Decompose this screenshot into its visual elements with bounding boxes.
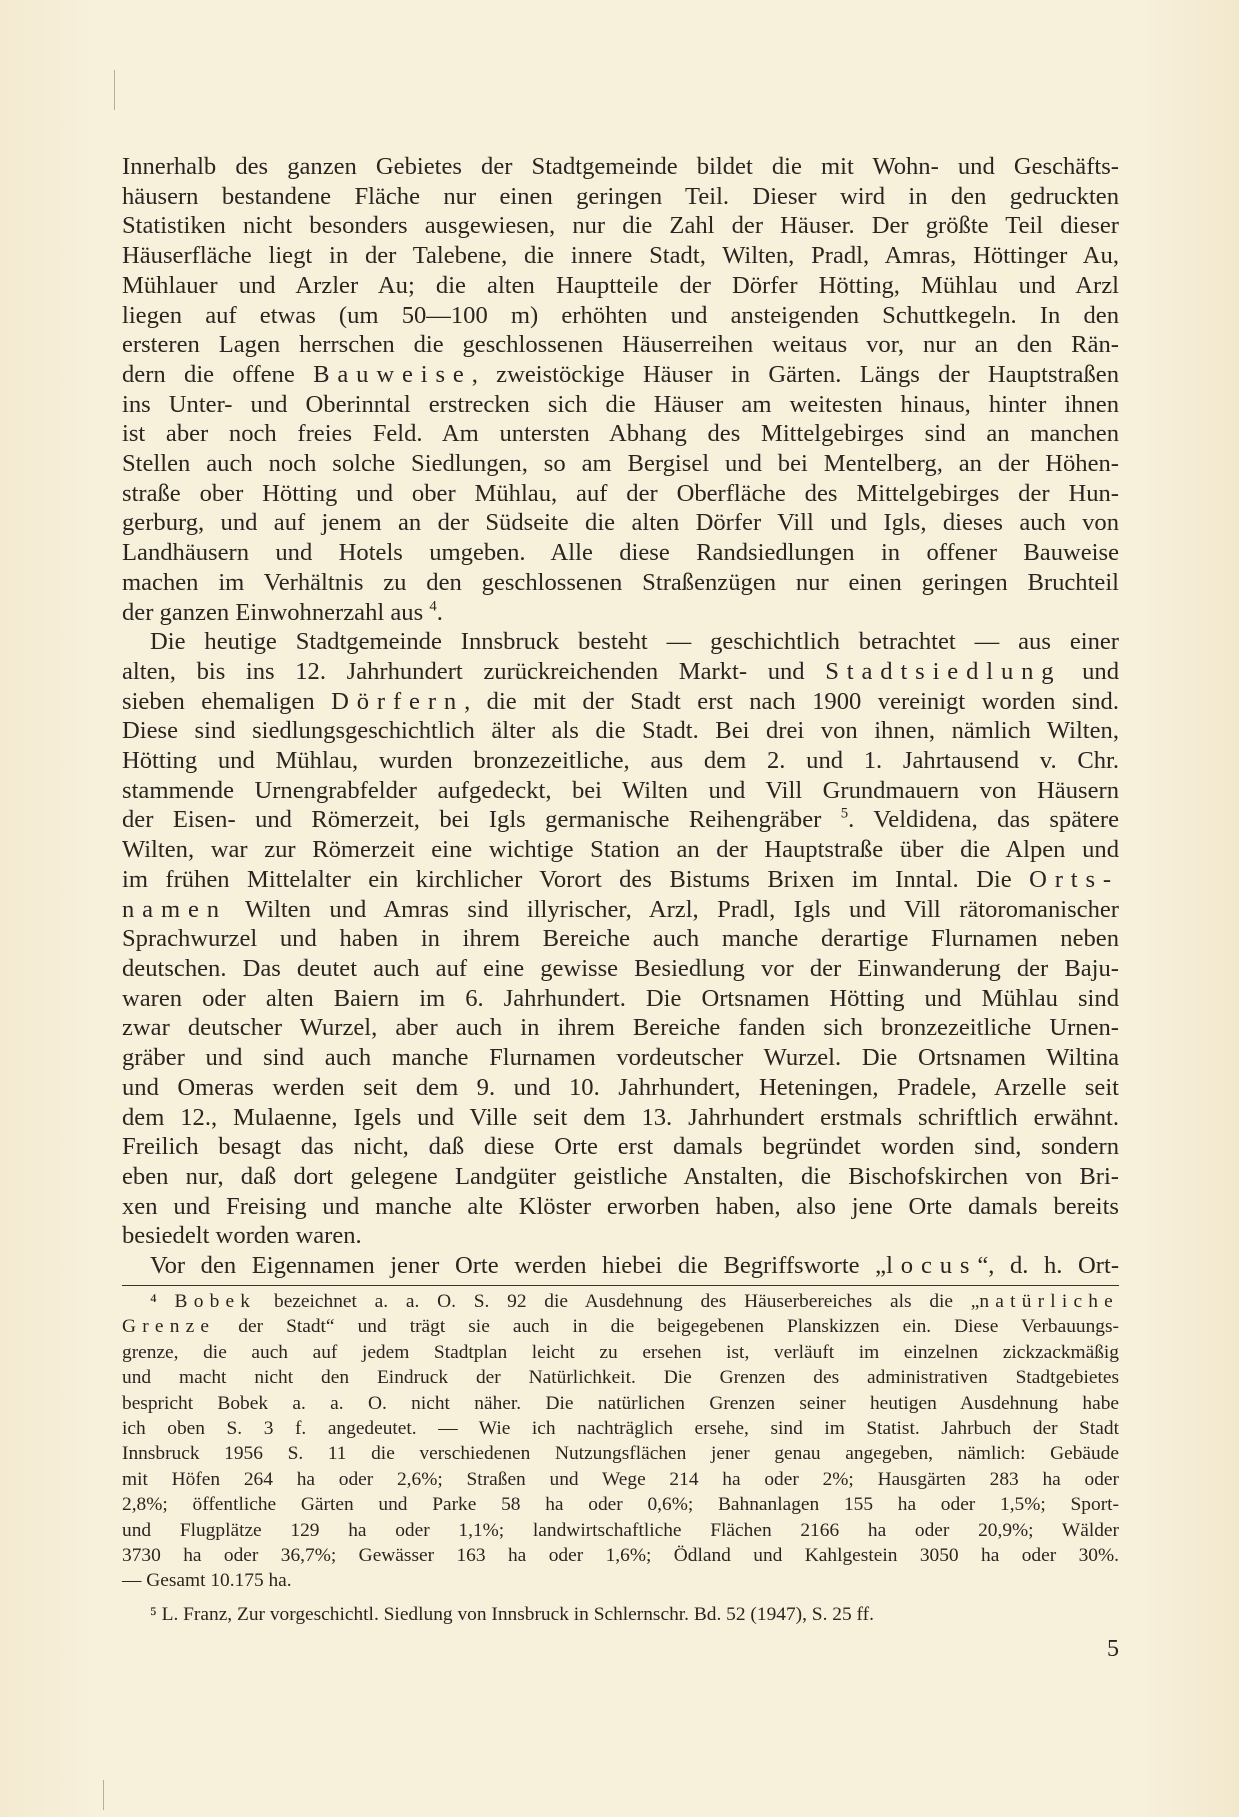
text-line: gerburg, und auf jenem an der Südseite die alten Dörfer Vill und Igls, dieses auch von [122,509,1119,537]
footnote-marker: ⁴ [150,1291,157,1312]
footnote-line: 3730 ha oder 36,7%; Gewässer 163 ha oder 1,6%; Ödland und Kahlgestein 3050 ha oder 30%. [122,1545,1119,1567]
text-line: Hötting und Mühlau, wurden bronzezeitliche, aus dem 2. und 1. Jahrtausend v. Chr. [122,747,1119,775]
text-line: besiedelt worden waren. [122,1222,362,1250]
footnote-line: und macht nicht den Eindruck der Natürlichkeit. Die Grenzen des administrativen Stadtgebietes [122,1367,1119,1389]
text-line [122,687,1119,717]
spaced-term: natürliche [979,1291,1119,1312]
text-line: Häuserfläche liegt in der Talebene, die innere Stadt, Wilten, Pradl, Amras, Höttinger Au, [122,242,1119,270]
footnote-ref[interactable]: 4 [429,597,437,614]
footnote-line: und Flugplätze 129 ha oder 1,1%; landwirtschaftliche Flächen 2166 ha oder 20,9%; Wälder [122,1519,1119,1541]
main-text [122,152,1119,1281]
margin-mark [114,70,115,110]
text-line: Statistiken nicht besonders ausgewiesen, nur die Zahl der Häuser. Der größte Teil dieser [122,212,1119,240]
text-line: häusern bestandene Fläche nur einen geringen Teil. Dieser wird in den gedruckten [122,182,1119,210]
text-line: waren oder alten Baiern im 6. Jahrhundert. Die Ortsnamen Hötting und Mühlau sind [122,984,1119,1012]
text-line: Diese sind siedlungsgeschichtlich älter als die Stadt. Bei drei von ihnen, nämlich Wilten, [122,717,1119,745]
text-segment: alten, bis ins 12. Jahrhundert zurückreichenden Markt- und [122,657,805,685]
footnote-line: mit Höfen 264 ha oder 2,6%; Straßen und Wege 214 ha oder 2%; Hausgärten 283 ha oder [122,1468,1119,1490]
text-line: ins Unter- und Oberinntal erstrecken sich die Häuser am weitesten hinaus, hinter ihnen [122,390,1119,418]
text-line [122,1251,1119,1281]
footnote-line [122,1289,1119,1314]
spaced-term: Dörfern [331,687,465,715]
footnotes [122,1289,1119,1627]
spaced-term: Stadtsiedlung [825,657,1062,685]
footnote-line: — Gesamt 10.175 ha. [122,1570,292,1592]
text-line: stammende Urnengrabfelder aufgedeckt, bei Wilten und Vill Grundmauern von Häusern [122,776,1119,804]
text-line: Sprachwurzel und haben in ihrem Bereiche auch manche derartige Flurnamen neben [122,925,1119,953]
text-line: Die heutige Stadtgemeinde Innsbruck besteht — geschichtlich betrachtet — aus einer [150,628,1119,656]
footnote-ref[interactable]: 5 [840,805,849,822]
text-line: und Omeras werden seit dem 9. und 10. Jahrhundert, Heteningen, Pradele, Arzelle seit [122,1073,1119,1101]
text-line: deutschen. Das deutet auch auf eine gewisse Besiedlung vor der Einwanderung der Baju- [122,954,1119,982]
margin-mark [103,1780,104,1810]
paragraph-1 [122,152,1119,627]
text-line: zwar deutscher Wurzel, aber auch in ihrem Bereiche fanden sich bronzezeitliche Urnen- [122,1014,1119,1042]
text-line: xen und Freising und manche alte Klöster erworben haben, also jene Orte damals bereits [122,1192,1119,1220]
footnote-line: 2,8%; öffentliche Gärten und Parke 58 ha oder 0,6%; Bahnanlagen 155 ha oder 1,5%; Sport- [122,1494,1119,1516]
text-segment: “, d. h. Ort- [977,1252,1120,1280]
text-line: straße ober Hötting und ober Mühlau, auf der Oberfläche des Mittelgebirges der Hun- [122,479,1119,507]
text-line [122,805,1119,835]
footnote-line: Innsbruck 1956 S. 11 die verschiedenen Nutzungsflächen jener genau angegeben, nämlich: Gebäude [122,1443,1119,1465]
text-segment: dern die offene [122,360,295,388]
text-line: machen im Verhältnis zu den geschlossenen Straßenzügen nur einen geringen Bruchteil [122,568,1119,596]
text-segment: im frühen Mittelalter ein kirchlicher Vorort des Bistums Brixen im Inntal. Die [122,865,1012,893]
footnote-5 [122,1602,1119,1627]
spaced-term: Grenze [122,1316,216,1338]
text-line [122,865,1119,895]
text-line: gräber und sind auch manche Flurnamen vordeutscher Wurzel. Die Ortsnamen Wiltina [122,1044,1119,1072]
footnote-line [122,1314,1119,1339]
footnote-divider [122,1285,1119,1286]
text-segment: . [436,598,443,626]
spaced-term: namen [122,895,227,923]
footnote-line: ⁵ L. Franz, Zur vorgeschichtl. Siedlung von Innsbruck in Schlernschr. Bd. 52 (1947), S. 25 ff. [150,1603,874,1625]
text-segment: , zweistöckige Häuser in Gärten. Längs der Hauptstraßen [471,360,1119,388]
text-line: Stellen auch noch solche Siedlungen, so am Bergisel und bei Mentelberg, an der Höhen- [122,450,1119,478]
footnote-line: ich oben S. 3 f. angedeutet. — Wie ich nachträglich ersehe, sind im Statist. Jahrbuch der Stadt [122,1418,1119,1440]
text-segment: und [1082,657,1119,685]
text-line: ersteren Lagen herrschen die geschlossenen Häuserreihen weitaus vor, nur an den Rän- [122,331,1119,359]
text-segment: bezeichnet a. a. O. S. 92 die Ausdehnung des Häuserbereiches als die „ [274,1291,980,1312]
text-line: Freilich besagt das nicht, daß diese Orte erst damals begründet worden sind, sondern [122,1133,1119,1161]
text-line: Wilten, war zur Römerzeit eine wichtige Station an der Hauptstraße über die Alpen und [122,836,1119,864]
text-segment: Wilten und Amras sind illyrischer, Arzl, Pradl, Igls und Vill rätoromanischer [244,895,1119,923]
text-line [122,360,1119,390]
text-segment: Vor den Eigennamen jener Orte werden hiebei die Begriffsworte „ [150,1252,887,1280]
text-segment: sieben ehemaligen [122,687,315,715]
paragraph-2 [122,627,1119,1251]
spaced-term: Orts- [1029,865,1119,893]
text-line: eben nur, daß dort gelegene Landgüter geistliche Anstalten, die Bischofskirchen von Bri- [122,1162,1119,1190]
footnote-4 [122,1289,1119,1594]
text-segment: , die mit der Stadt erst nach 1900 vereinigt worden sind. [464,687,1120,715]
footnote-line: bespricht Bobek a. a. O. nicht näher. Die natürlichen Grenzen seiner heutigen Ausdehnung habe [122,1392,1119,1414]
spaced-term: Bobek [174,1291,257,1312]
text-line: dem 12., Mulaenne, Igels und Ville seit dem 13. Jahrhundert erstmals schriftlich erwähnt. [122,1103,1119,1131]
paragraph-3 [122,1251,1119,1281]
text-segment: der ganzen Einwohnerzahl aus [122,598,424,626]
footnote-line: grenze, die auch auf jedem Stadtplan leicht zu ersehen ist, verläuft im einzelnen zickzackmäßig [122,1341,1119,1363]
text-line [122,657,1119,687]
text-line: ist aber noch freies Feld. Am untersten Abhang des Mittelgebirges sind an manchen [122,420,1119,448]
spaced-term: locus [886,1252,978,1280]
text-line: liegen auf etwas (um 50—100 m) erhöhten und ansteigenden Schuttkegeln. In den [122,301,1119,329]
spaced-term: Bauweise [313,360,472,388]
text-line [122,598,1119,628]
text-line: Mühlauer und Arzler Au; die alten Hauptteile der Dörfer Hötting, Mühlau und Arzl [122,271,1119,299]
text-line: Landhäusern und Hotels umgeben. Alle diese Randsiedlungen in offener Bauweise [122,539,1119,567]
text-segment: der Stadt“ und trägt sie auch in die beigegebenen Planskizzen ein. Diese Verbauungs- [238,1316,1119,1338]
text-segment: der Eisen- und Römerzeit, bei Igls germanische Reihengräber [122,806,822,834]
text-segment: . Veldidena, das spätere [848,806,1119,834]
text-line [122,895,1119,925]
page-number: 5 [1107,1636,1119,1662]
text-line: Innerhalb des ganzen Gebietes der Stadtgemeinde bildet die mit Wohn- und Geschäfts- [122,153,1119,180]
